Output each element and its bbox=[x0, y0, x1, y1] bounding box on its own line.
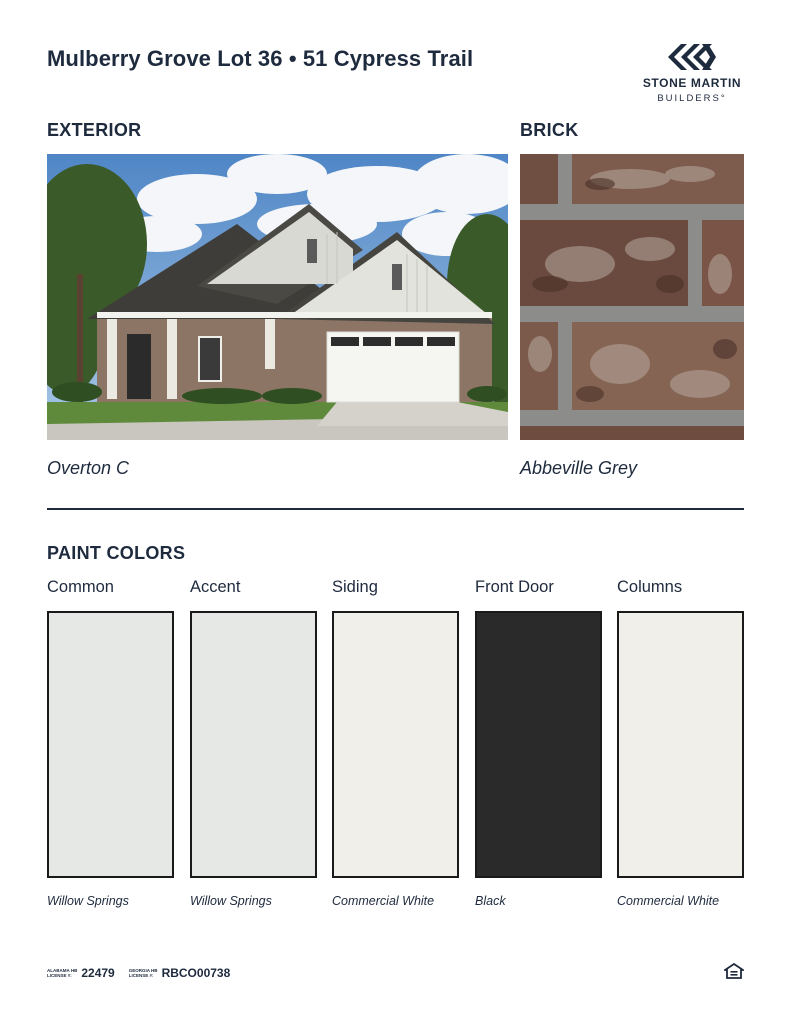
exterior-plan-name: Overton C bbox=[47, 458, 130, 478]
swatch-label: Common bbox=[47, 578, 114, 596]
paint-swatch-front-door bbox=[475, 578, 602, 908]
logo-text-builders: BUILDERS° bbox=[657, 93, 727, 104]
license-footer bbox=[47, 966, 244, 980]
paint-swatch-accent bbox=[190, 578, 317, 908]
license-2-tag: GEORGIA HB LICENSE #: bbox=[128, 968, 158, 978]
color-chip bbox=[47, 611, 174, 878]
color-chip bbox=[617, 611, 744, 878]
exterior-house-image bbox=[47, 154, 508, 440]
swatch-label: Siding bbox=[332, 578, 378, 596]
license-2-number: RBCO00738 bbox=[161, 966, 231, 980]
swatch-color-name: Willow Springs bbox=[47, 894, 129, 908]
exterior-heading: EXTERIOR bbox=[47, 120, 142, 140]
license-1-tag: ALABAMA HB LICENSE #: bbox=[47, 968, 78, 978]
color-chip bbox=[475, 611, 602, 878]
page-title: Mulberry Grove Lot 36 • 51 Cypress Trail bbox=[47, 46, 474, 71]
paint-swatch-columns bbox=[617, 578, 744, 908]
swatch-label: Accent bbox=[190, 578, 241, 596]
logo-text-stone-martin: STONE MARTIN bbox=[642, 76, 742, 90]
logo-chevrons-icon bbox=[666, 42, 718, 72]
equal-housing-icon bbox=[724, 963, 744, 979]
brick-name: Abbeville Grey bbox=[520, 458, 638, 478]
paint-swatch-siding bbox=[332, 578, 459, 908]
brick-heading: BRICK bbox=[520, 120, 579, 140]
swatch-color-name: Black bbox=[475, 894, 506, 908]
swatch-label: Columns bbox=[617, 578, 683, 596]
brick-swatch-image bbox=[520, 154, 744, 440]
swatch-color-name: Commercial White bbox=[332, 894, 435, 908]
section-divider bbox=[47, 508, 744, 510]
paint-swatch-common bbox=[47, 578, 174, 908]
swatch-color-name: Commercial White bbox=[617, 894, 720, 908]
swatch-label: Front Door bbox=[475, 578, 554, 596]
license-1-number: 22479 bbox=[81, 966, 115, 980]
stone-martin-logo bbox=[636, 42, 748, 108]
color-chip bbox=[332, 611, 459, 878]
swatch-color-name: Willow Springs bbox=[190, 894, 272, 908]
color-chip bbox=[190, 611, 317, 878]
paint-colors-heading: PAINT COLORS bbox=[47, 543, 186, 563]
